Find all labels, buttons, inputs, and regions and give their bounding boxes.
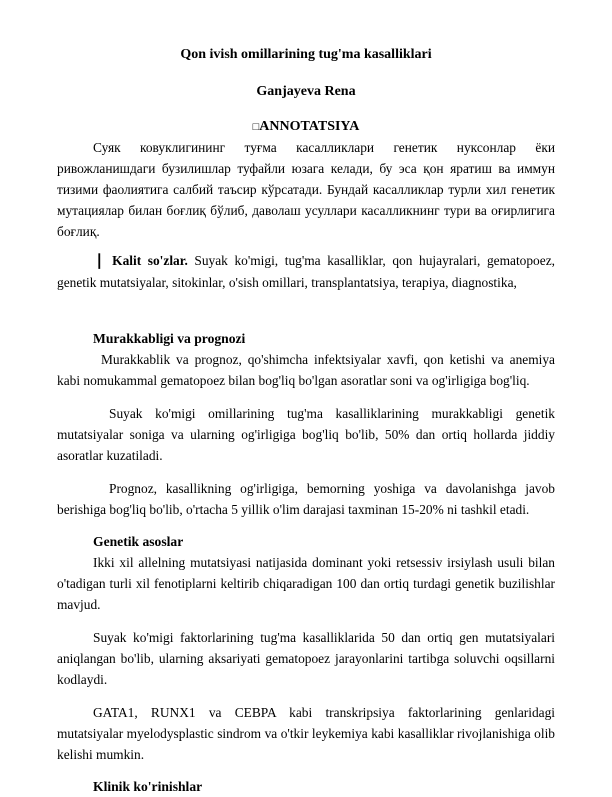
keywords-label: Kalit so'zlar. [112,253,188,268]
section-heading-genetic: Genetik asoslar [93,534,184,549]
genetic-paragraph-2: Suyak ko'migi faktorlarining tug'ma kasalliklarida 50 dan ortiq gen mutatsiyalari aniqlangan bo'lib, ularning aksariyati gematopoez jarayonlarini tartibga soluvchi oqsillarni kodlaydi. [57,630,555,687]
annotation-text: Суяк ковуклигининг туғма касалликлари генетик нуксонлар ёки ривожланишдаги бузилишлар туфайли юзага келади, бу эса қон яратиш ва иммун тизими фаолиятига салбий таъсир кўрсатади. Бундай касалликлар турли хил генетик мутациялар билан боғлиқ бўлиб, даволаш усуллари касалликнинг тури ва оғирлигига боғлиқ. [57,140,555,239]
prognosis-paragraph-3: Prognoz, kasallikning og'irligiga, bemorning yoshiga va davolanishga javob berishiga bog'liq bo'lib, o'rtacha 5 yillik o'lim darajasi taxminan 15-20% ni tashkil etadi. [57,481,555,517]
author-name: Ganjayeva Rena [256,84,356,99]
prognosis-paragraph-1: Murakkablik va prognoz, qo'shimcha infektsiyalar xavfi, qon ketishi va anemiya kabi nomukammal gematopoez bilan bog'liq bo'lgan asoratlar soni va og'irligiga bog'liq. [57,352,555,388]
keywords-paragraph [57,250,555,293]
pin-glyph-icon: ❘ [93,253,106,269]
keywords-text: Suyak ko'migi, tug'ma kasalliklar, qon hujayralari, gematopoez, genetik mutatsiyalar, sitokinlar, o'sish omillari, transplantatsiya, terapiya, diagnostika, [57,253,555,290]
genetic-paragraph-1: Ikki xil allelning mutatsiyasi natijasida dominant yoki retsessiv irsiylash usuli bilan o'tadigan turli xil fenotiplarni keltirib chiqaradigan 100 dan ortiq turdagi genetik buzilishlar mavjud. [57,555,555,612]
annotation-heading-text: ANNOTATSIYA [259,119,360,134]
annotation-heading [57,117,555,137]
genetic-paragraph-3: GATA1, RUNX1 va CEBPA kabi transkripsiya faktorlarining genlaridagi mutatsiyalar myelodysplastic sindrom va o'tkir leykemiya kabi kasalliklar rivojlanishiga olib kelishi mumkin. [57,705,555,762]
section-heading-prognosis: Murakkabligi va prognozi [93,331,246,346]
paper-title: Qon ivish omillarining tug'ma kasalliklari [180,47,432,62]
section-heading-clinical: Klinik ko'rinishlar [93,779,203,794]
checkbox-glyph-icon: □ [252,121,260,133]
prognosis-paragraph-2: Suyak ko'migi omillarining tug'ma kasalliklarining murakkabligi genetik mutatsiyalar soniga va ularning og'irligiga bog'liq bo'lib, 50% dan ortiq hollarda jiddiy asoratlar kuzatiladi. [57,406,555,463]
